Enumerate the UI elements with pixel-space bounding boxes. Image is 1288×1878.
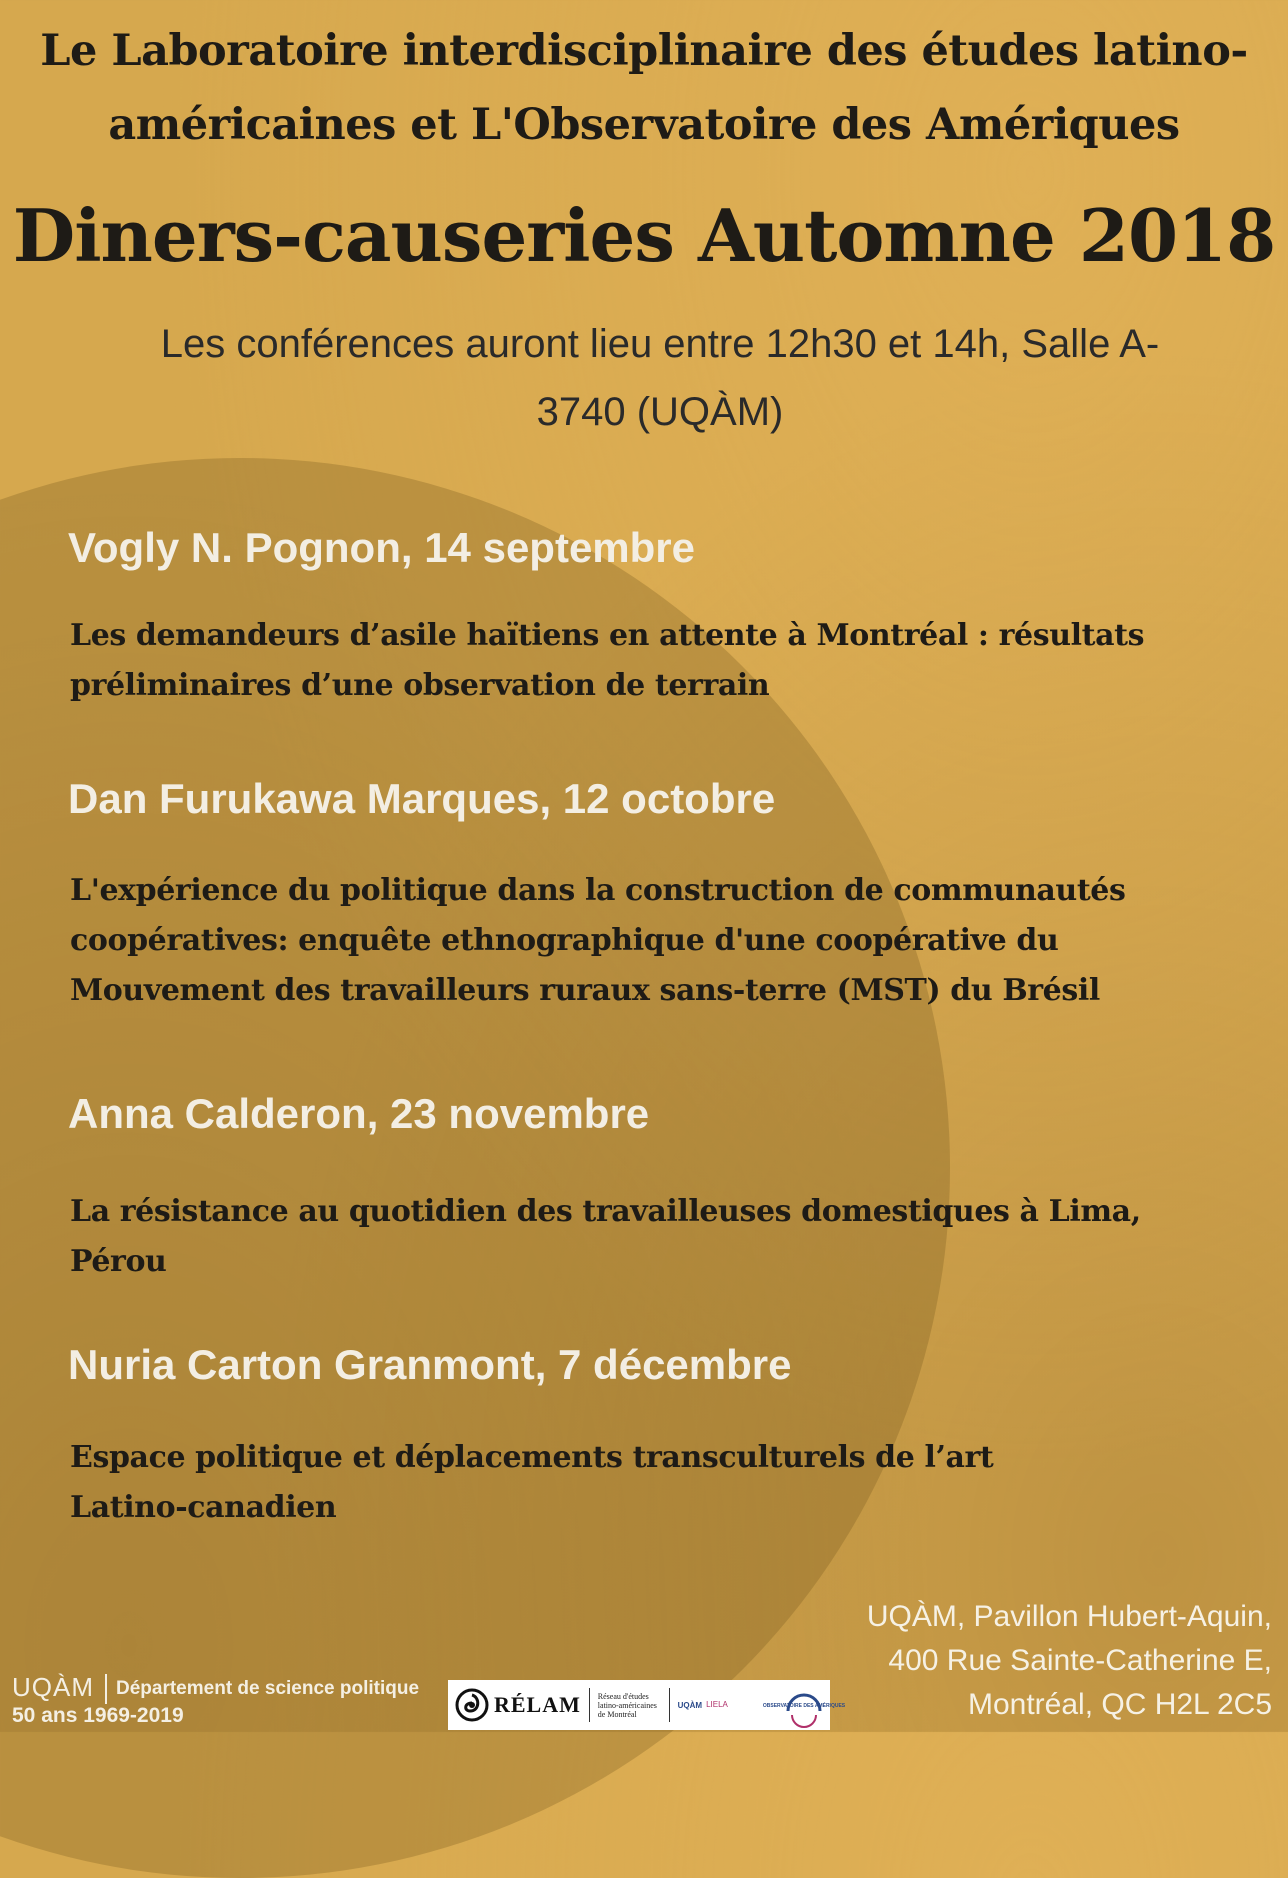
talk-title-1 bbox=[70, 611, 1180, 711]
organizer-header bbox=[0, 14, 1288, 162]
speaker-date-2: Dan Furukawa Marques, 12 octobre bbox=[68, 775, 776, 822]
venue-address bbox=[867, 1595, 1272, 1727]
header-line-2: américaines et L'Observatoire des Amériques bbox=[108, 100, 1180, 150]
observatoire-wordmark: OBSERVATOIRE DES AMÉRIQUES bbox=[762, 1703, 846, 1709]
uqam-wordmark: UQÀM bbox=[12, 1672, 94, 1702]
talk-line: La résistance au quotidien des travailleuses domestiques à Lima, bbox=[70, 1194, 1141, 1229]
schedule-subtitle bbox=[60, 310, 1260, 446]
talk-line: Les demandeurs d’asile haïtiens en attente à Montréal : résultats bbox=[70, 618, 1145, 653]
talk-line: Pérou bbox=[70, 1244, 167, 1279]
subtitle-line-1: Les conférences auront lieu entre 12h30 et 14h, Salle A- bbox=[160, 322, 1160, 366]
header-line-1: Le Laboratoire interdisciplinaire des études latino- bbox=[40, 26, 1248, 76]
relam-description: Réseau d'études latino-américaines de Montréal bbox=[597, 1691, 657, 1719]
talk-line: Mouvement des travailleurs ruraux sans-terre (MST) du Brésil bbox=[70, 973, 1100, 1008]
talk-line: L'expérience du politique dans la construction de communautés bbox=[70, 873, 1126, 908]
speaker-date-3: Anna Calderon, 23 novembre bbox=[68, 1090, 650, 1137]
speaker-date-4: Nuria Carton Granmont, 7 décembre bbox=[68, 1341, 792, 1388]
relam-swirl-icon bbox=[454, 1687, 490, 1723]
subtitle-line-2: 3740 (UQÀM) bbox=[536, 390, 784, 434]
relam-logo bbox=[454, 1685, 581, 1725]
talk-line: Espace politique et déplacements transculturels de l’art bbox=[70, 1440, 994, 1475]
logo-divider bbox=[105, 1674, 107, 1704]
talk-line: Latino-canadien bbox=[70, 1490, 337, 1525]
talk-title-4 bbox=[70, 1433, 1180, 1533]
event-title: Diners-causeries Automne 2018 bbox=[12, 193, 1276, 278]
partner-divider bbox=[669, 1688, 670, 1722]
address-line-3: Montréal, QC H2L 2C5 bbox=[967, 1688, 1272, 1721]
department-name: Département de science politique bbox=[116, 1678, 420, 1699]
uqam-small-wordmark: UQÀM bbox=[677, 1700, 703, 1710]
talk-title-2 bbox=[70, 866, 1180, 1016]
talk-title-3 bbox=[70, 1187, 1180, 1287]
uqam-department-logo bbox=[12, 1672, 452, 1728]
speaker-date-1: Vogly N. Pognon, 14 septembre bbox=[68, 524, 696, 571]
partner-divider bbox=[589, 1688, 590, 1722]
liela-logo: LIELA bbox=[706, 1700, 728, 1709]
observatoire-arc-icon bbox=[762, 1685, 846, 1725]
address-line-1: UQÀM, Pavillon Hubert-Aquin, bbox=[866, 1600, 1272, 1633]
talk-line: préliminaires d’une observation de terrain bbox=[70, 668, 770, 703]
anniversary-text: 50 ans 1969-2019 bbox=[12, 1704, 184, 1727]
relam-wordmark: RÉLAM bbox=[494, 1692, 581, 1717]
talk-line: coopératives: enquête ethnographique d'une coopérative du bbox=[70, 923, 1059, 958]
address-line-2: 400 Rue Sainte-Catherine E, bbox=[888, 1644, 1272, 1677]
partner-logos bbox=[448, 1680, 846, 1730]
